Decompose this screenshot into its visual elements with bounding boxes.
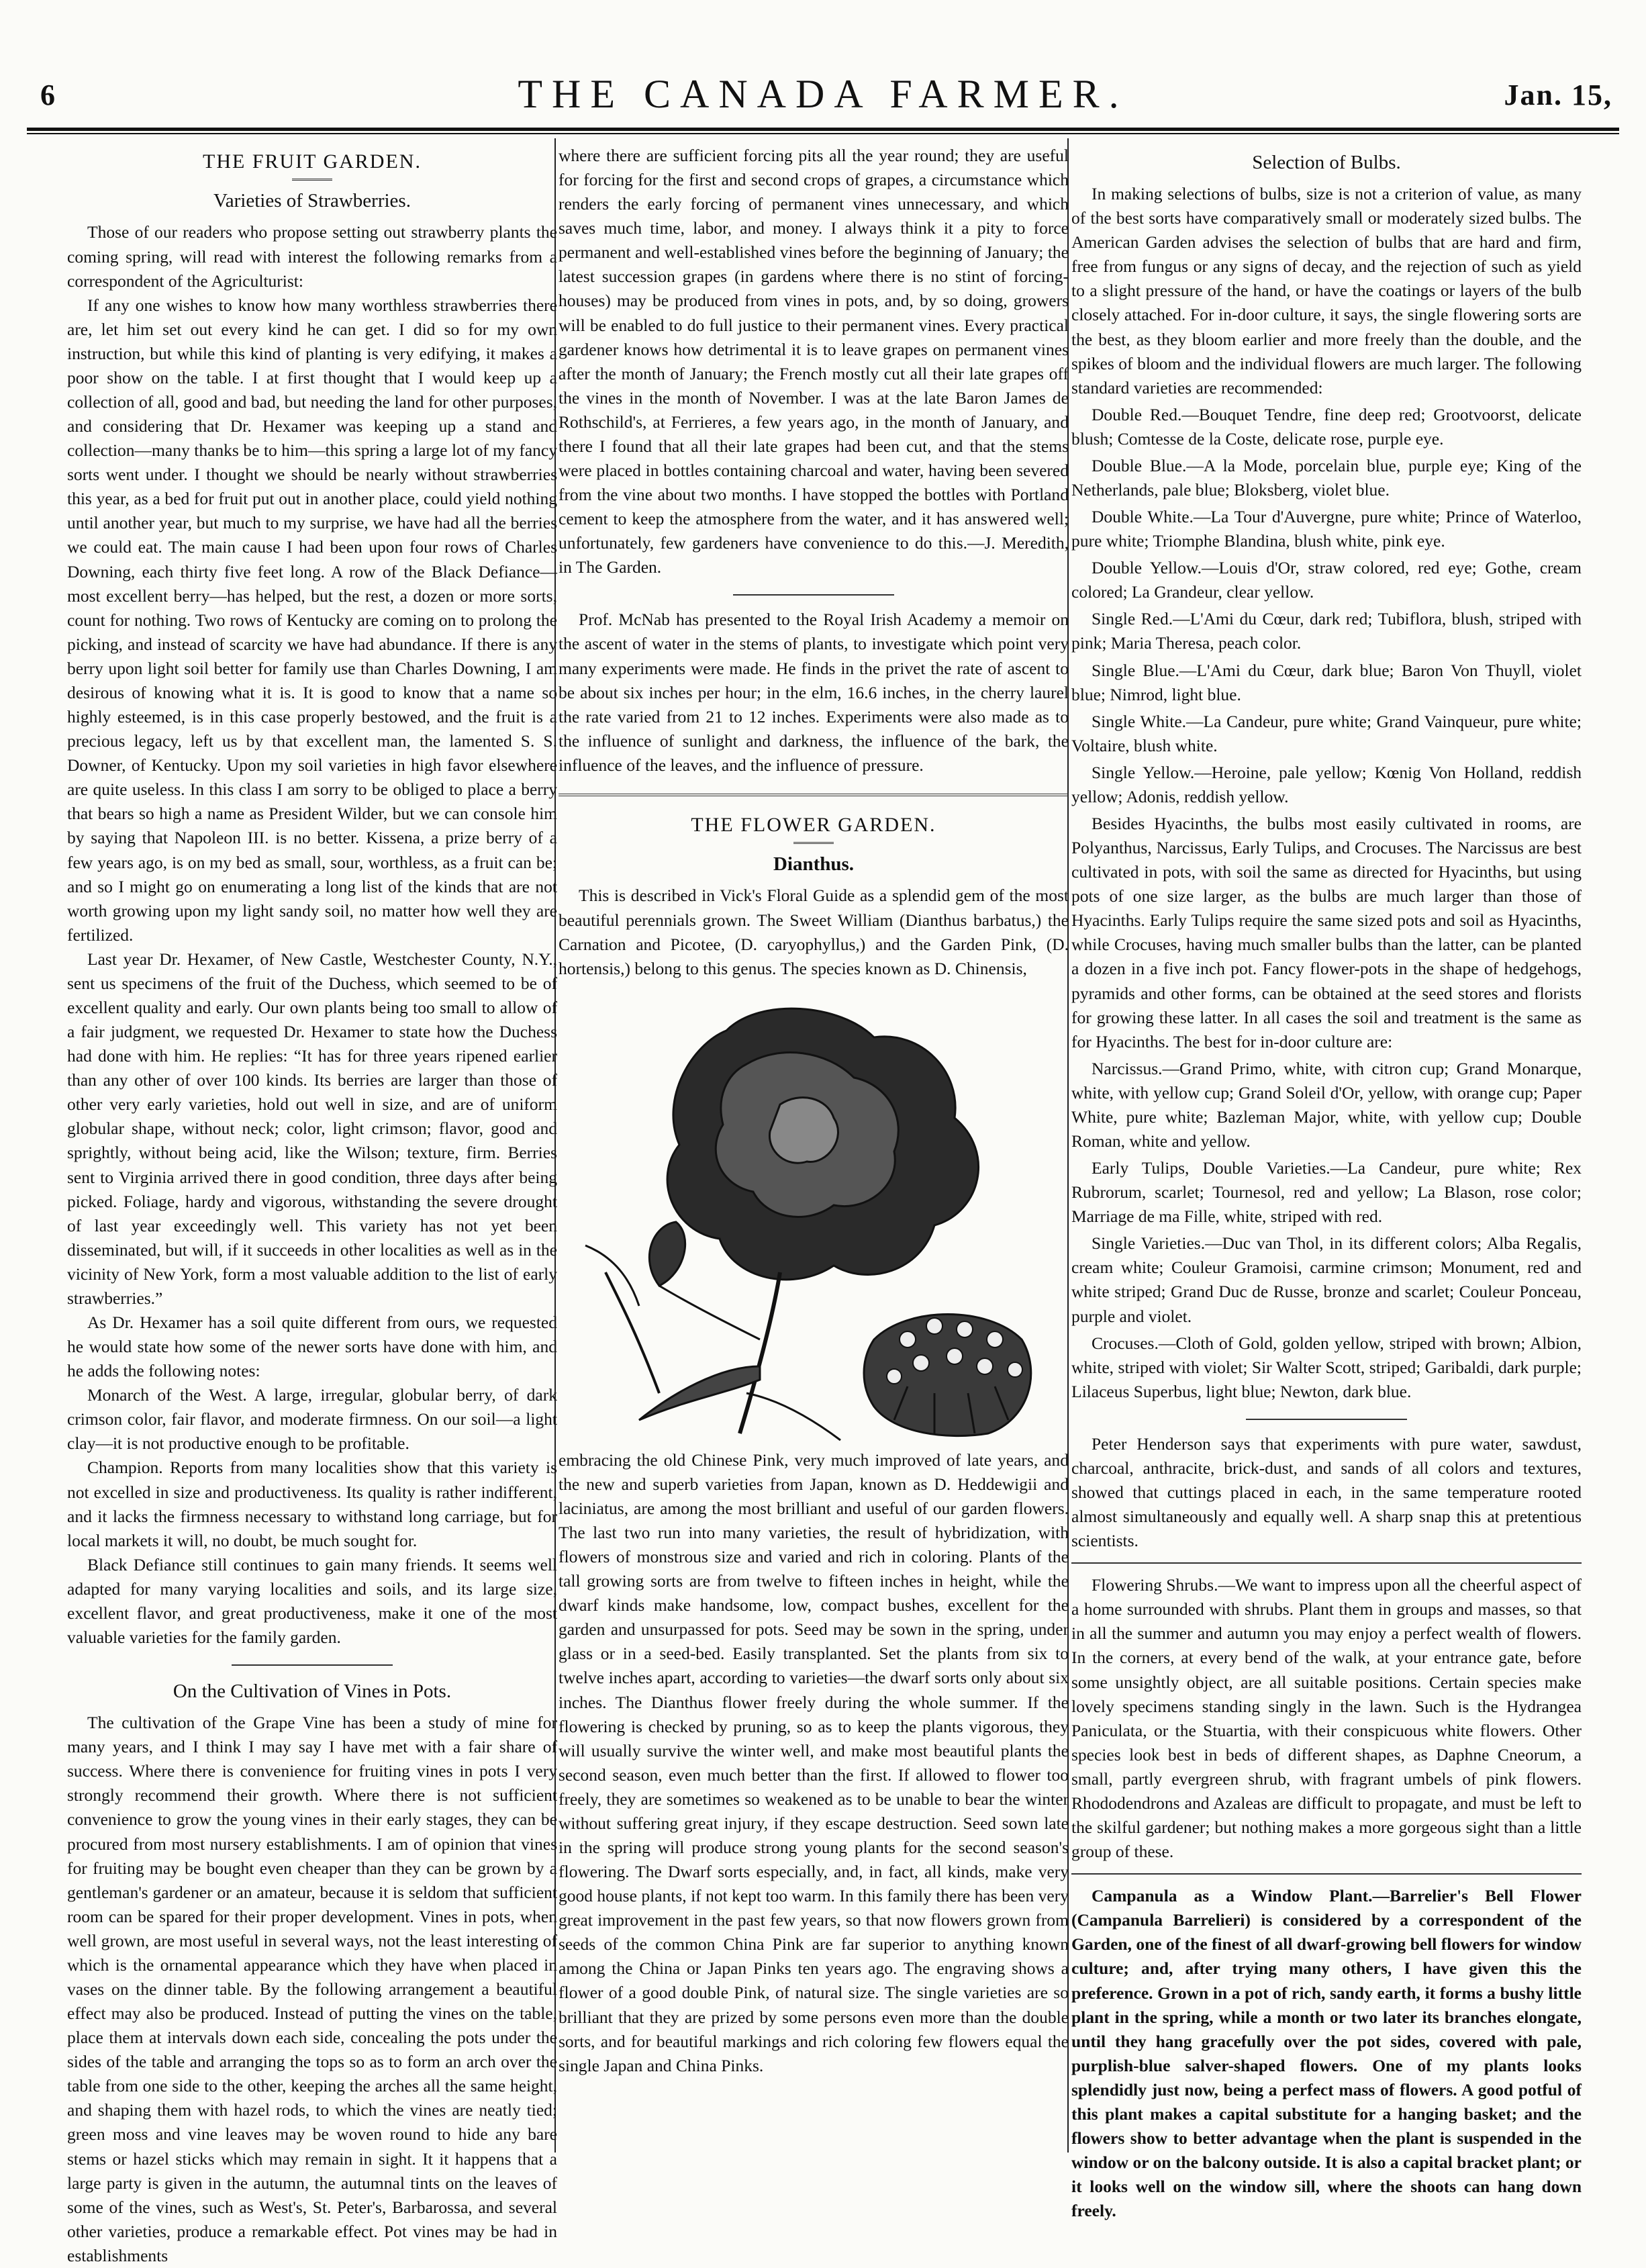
variety-list-item: Single White.—La Candeur, pure white; Grand Vainqueur, pure white; Voltaire, blush white. [1071,711,1582,755]
ornament-rule [793,842,834,844]
paragraph: Peter Henderson says that experiments with pure water, sawdust, charcoal, anthracite, brick-dust, and sands of all colors and textures, showed that cuttings placed in each, in the same temperature rooted almost simultaneously and equally well. A sharp snap this at pretentious scientists. [1071,1433,1582,1551]
variety-list-item: Crocuses.—Cloth of Gold, golden yellow, striped with brown; Albion, white, striped with violet; Sir Walter Scott, striped; Garibaldi, dark purple; Lilaceus Superbus, light blue; Newton, dark blue. [1071,1333,1582,1401]
variety-list-item: Double Yellow.—Louis d'Or, straw colored, red eye; Gothe, cream colored; La Grandeur, clear yellow. [1071,558,1582,602]
article-title-dianthus: Dianthus. [773,853,855,876]
dianthus-engraving [559,990,1069,1442]
separator-rule [733,594,894,596]
column-2 [559,144,1069,2151]
paragraph: Prof. McNab has presented to the Royal Irish Academy a memoir on the ascent of water in the stems of plants, to investigate which point very many experiments were made. He finds in the privet the rate of ascent to be about six inches per hour; in the elm, 16.6 inches, in the cherry laurel the rate varied from 21 to 12 inches. Experiments were also made as to the influence of sunlight and darkness, the influence of the bark, the influence of the leaves, and the influence of pressure. [559,610,1069,775]
section-divider [559,794,1069,796]
variety-list-item: Single Yellow.—Heroine, pale yellow; Kœnig Von Holland, reddish yellow; Adonis, reddish yellow. [1071,762,1582,806]
variety-list-item: Narcissus.—Grand Primo, white, with citron cup; Grand Monarque, white, with yellow cup; Grand Soleil d'Or, yellow, with orange cup; Paper White, pure white; Bazleman Major, white, with yellow cup; Double Roman, white and yellow. [1071,1058,1582,1151]
paragraph: Champion. Reports from many localities show that this variety is not excelled in size and productiveness. Its quality is rather indifferent, and it lacks the firmness necessary to withstand long carriage, but for local markets it will, no doubt, be much sought for. [67,1458,557,1550]
variety-list-item: Single Varieties.—Duc van Thol, in its different colors; Alba Regalis, cream white; Couleur Gramoisi, carmine crimson; Monument, red and white striped; Grand Duc de Russe, bronze and scarlet; Couleur Ponceau, purple and violet. [1071,1233,1582,1326]
masthead-rule [27,128,1619,134]
paragraph: Those of our readers who propose setting out strawberry plants the coming spring, will read with interest the following remarks from a correspondent of the Agriculturist: [67,222,557,291]
paragraph: Flowering Shrubs.—We want to impress upon all the cheerful aspect of a home surrounded with shrubs. Plant them in groups and masses, so that in all the summer and autumn you may enjoy a perfect wealth of flowers. In the corners, at every bend of the walk, at your entrance gate, before some unsightly object, are all suitable positions. Certain species make lovely specimens standing singly in the lawn. Such is the Hydrangea Paniculata, or the Stuartia, with their conspicuous white flowers. Other species look best in beds of different shapes, as Daphne Cneorum, a small, partly evergreen shrub, with fragrant umbels of pink flowers. Rhododendrons and Azaleas are difficult to propagate, and must be left to the skilful gardener; but nothing makes a more gorgeous sight than a little group of these. [1071,1575,1582,1862]
section-title-flower-garden: THE FLOWER GARDEN. [691,813,936,836]
paragraph: Campanula as a Window Plant.—Barrelier's Bell Flower (Campanula Barrelieri) is considered by a correspondent of the Garden, one of the finest of all dwarf-growing bell flowers for window culture; and, after trying many others, I have given this the preference. Grown in a pot of rich, sandy earth, it forms a bushy little plant in the spring, while a month or two later its branches elongate, until they hang gracefully over the pot sides, covered with pale, purplish-blue salver-shaped flowers. One of my plants looks splendidly just now, being a perfect mass of flowers. A good potful of this plant makes a capital substitute for a hanging basket; and the flowers show to better advantage when the plant is suspended in the window or on the balcony outside. It is also a capital bracket plant; or it looks well on the window sill, where the shoots can hang down freely. [1071,1886,1582,2221]
separator-rule [232,1664,393,1666]
paragraph: embracing the old Chinese Pink, very much improved of late years, and the new and superb varieties from Japan, known as D. Heddewigii and laciniatus, are among the most brilliant and useful of our garden flowers. The last two run into many varieties, the result of hybridization, with flowers of monstrous size and varied and rich in coloring. Plants of the tall growing sorts are from twelve to fifteen inches in height, while the dwarf kinds make handsome, low, compact bushes, excellent for the garden and unsurpassed for pots. Seed may be sown in the spring, under glass or in a seed-bed. Easily transplanted. Set the plants from six to twelve inches apart, according to varieties—the dwarf sorts only about six inches. The Dianthus flower freely during the whole summer. If the flowering is checked by pruning, so as to keep the plants vigorous, they will usually survive the winter well, and make most beautiful plants the second season, even much better than the first. If allowed to flower too freely, they are sometimes so weakened as to be unable to bear the winter without suffering great injury, if they escape destruction. Seed sown late in the spring will produce strong young plants for the second season's flowering. The Dwarf sorts especially, and, in fact, all kinds, make very good house plants, if not kept too warm. In this family there has been very great improvement in the past few years, so that now flowers grown from seeds of the common China Pink are far superior to anything known among the China or Japan Pinks ten years ago. The engraving shows a flower of a good double Pink, of natural size. The single varieties are so brilliant that they are prized by some persons even more than the double sorts, and for beautiful markings and rich coloring few flowers equal the single Japan and China Pinks. [559,1450,1069,2075]
article-title-bulbs: Selection of Bulbs. [1252,152,1401,173]
variety-list-item: Single Blue.—L'Ami du Cœur, dark blue; Baron Von Thuyll, violet blue; Nimrod, light blue. [1071,660,1582,704]
masthead [27,64,1619,126]
paragraph: Besides Hyacinths, the bulbs most easily cultivated in rooms, are Polyanthus, Narcissus, Early Tulips, and Crocuses. The Narcissus are best cultivated in pots, with soil the same as directed for Hyacinths, but using pots of one size larger, as the bulbs are much larger than those of Hyacinths. Early Tulips require the same sized pots and soil as Hyacinths, while Crocuses, having much smaller bulbs than the latter, can be planted a dozen in a five inch pot. Fancy flower-pots in the shape of hedgehogs, pyramids and other forms, can be obtained at the seed stores and florists for growing these latter. In all cases the soil and treatment is the same as for Hyacinths. The best for in-door culture are: [1071,813,1582,1051]
variety-list-item: Double Red.—Bouquet Tendre, fine deep red; Grootvoorst, delicate blush; Comtesse de la Coste, delicate rose, purple eye. [1071,404,1582,448]
section-title-fruit-garden: THE FRUIT GARDEN. [203,150,422,173]
paragraph-continuation: where there are sufficient forcing pits all the year round; they are useful for forcing for the first and second crops of grapes, a circumstance which renders the early forcing of permanent vines unnecessary, and which saves much time, labor, and money. I always think it a pity to force permanent and well-established vines before the beginning of January; the latest succession grapes (in gardens where there is no stint of forcing-houses) may be produced from vines in pots, and, by so doing, growers will be enabled to do full justice to their permanent vines. Every practical gardener knows how detrimental it is to leave grapes on permanent vines after the month of January; the French mostly cut all their late grapes off the vines in the month of November. I was at the late Baron James de Rothschild's, at Ferrieres, a few years ago, in the month of January, and there I found that all their late grapes had been cut, and that the stems were placed in bottles containing charcoal and water, having been severed from the vine about two months. I have stopped the bottles with Portland cement to keep the atmosphere from the water, and it has answered well; unfortunately, few gardeners have convenience to do this.—J. Meredith, in The Garden. [559,146,1069,577]
article-title-strawberries: Varieties of Strawberries. [213,190,411,212]
newspaper-title: THE CANADA FARMER. [518,72,1128,116]
paragraph: If any one wishes to know how many worthless strawberries there are, let him set out every kind he can get. I did so for my own instruction, but while this kind of planting is very edifying, it makes a poor show on the table. I at first thought that I would keep up a collection of all, good and bad, but needing the land for other purposes, and considering that Dr. Hexamer was keeping up a stand and collection—many thanks be to him—this spring a large lot of my fancy sorts went under. I thought we should be nearly without strawberries this year, as a bed for fruit put out in another place, could yield nothing until another year, but much to my surprise, we have had all the berries we could eat. The main cause I had been upon four rows of Charles Downing, each thirty five feet long. A row of the Black Defiance—most excellent berry—has helped, but the rest, a dozen or more sorts, count for nothing. Two rows of Kentucky are coming on to prolong the picking, and instead of scarcity we have had abundance. If there is any berry upon light soil better for family use than Charles Downing, I am desirous of knowing what it is. It is good to know that a name so highly esteemed, is in this case properly bestowed, and the fruit is a precious legacy, left us by that excellent man, the lamented S. S. Downer, of Kentucky. Upon my soil varieties in high favor elsewhere are quite useless. In this class I am sorry to be obliged to place a berry that bears so high a name as President Wilder, but we can console him by saying that Napoleon III. is no better. Kissena, a prize berry of a few years ago, is on my bed as small, sour, worthless, as a fruit can be; and so I might go on enumerating a long list of the kinds that are not worth growing upon my light sandy soil, no matter how well they are fertilized. [67,295,557,945]
variety-list-item: Double Blue.—A la Mode, porcelain blue, purple eye; King of the Netherlands, pale blue; Bloksberg, violet blue. [1071,455,1582,500]
article-title-vines: On the Cultivation of Vines in Pots. [173,1681,452,1703]
paragraph: Last year Dr. Hexamer, of New Castle, Westchester County, N.Y., sent us specimens of the fruit of the Duchess, which seemed to be of excellent quality and early. Our own plants being too small to allow of a fair judgment, we requested Dr. Hexamer to state how the Duchess had done with him. He replies: “It has for three years ripened earlier than any other of over 100 kinds. Its berries are larger than those of other very early varieties, hold out well in size, and are of uniform globular shape, without neck; color, light crimson; flavor, good and sprightly, without being acid, like the Wilson; texture, firm. Berries sent to Virginia arrived there in good condition, three days after being picked. Foliage, hardy and vigorous, withstanding the severe drought of last year exceedingly well. This variety has not yet been disseminated, but will, if it succeeds in other localities as well as in the vicinity of New York, form a most valuable addition to the list of early strawberries.” [67,949,557,1308]
separator-rule [1071,1562,1582,1564]
variety-list-item: Early Tulips, Double Varieties.—La Candeur, pure white; Rex Rubrorum, scarlet; Tournesol, red and yellow; La Blason, rose color; Marriage de ma Fille, white, striped with red. [1071,1158,1582,1227]
paragraph: In making selections of bulbs, size is not a criterion of value, as many of the best sorts have comparatively small or moderately sized bulbs. The American Garden advises the selection of bulbs that are hard and firm, free from fungus or any signs of decay, and the rejection of such as yield to a slight pressure of the hand, or have the coatings or layers of the bulb closely attached. For in-door culture, it says, the single flowering sorts are the best, as they bloom earlier and more freely than the double, and the spikes of bloom and the individual flowers are much larger. The following standard varieties are recommended: [1071,184,1582,397]
paragraph: Monarch of the West. A large, irregular, globular berry, of dark crimson color, fair flavor, and moderate firmness. On our soil—a light clay—it is not productive enough to be profitable. [67,1385,557,1454]
variety-list-item: Single Red.—L'Ami du Cœur, dark red; Tubiflora, blush, striped with pink; Maria Theresa, peach color. [1071,609,1582,653]
separator-rule [1071,1873,1582,1875]
column-3 [1071,144,1582,2221]
column-1 [67,144,557,2265]
paragraph: This is described in Vick's Floral Guide as a splendid gem of the most beautiful perennials grown. The Sweet William (Dianthus barbatus,) the Carnation and Picotee, (D. caryophyllus,) and the Garden Pink, (D. hortensis,) belong to this genus. The species known as D. Chinensis, [559,886,1069,978]
dianthus-illustration [559,990,1069,1442]
paragraph: Black Defiance still continues to gain many friends. It seems well adapted for many varying localities and soils, and its large size, excellent flavor, and great productiveness, make it one of the most valuable varieties for the family garden. [67,1554,557,1647]
paragraph: As Dr. Hexamer has a soil quite different from ours, we requested he would state how some of the newer sorts have done with him, and he adds the following notes: [67,1312,557,1381]
variety-list-item: Double White.—La Tour d'Auvergne, pure white; Prince of Waterloo, pure white; Triomphe Blandina, blush white, pink eye. [1071,507,1582,551]
separator-rule [1246,1419,1407,1420]
page-number: 6 [40,79,55,111]
paragraph: The cultivation of the Grape Vine has been a study of mine for many years, and I think I may say I have met with a fair share of success. Where there is convenience for fruiting vines in pots I very strongly recommend their growth. Where there is not sufficient convenience to grow the young vines in their early stages, they can be procured from most nursery establishments. I am of opinion that vines for fruiting may be bought even cheaper than they can be grown by a gentleman's gardener or an amateur, because it is seldom that sufficient room can be spared for their proper development. Vines in pots, when well grown, are most useful in several ways, not the least interesting of which is the ornamental appearance which they have when placed in vases on the dinner table. By the following arrangement a beautiful effect may also be produced. Instead of putting the vines on the table, place them at intervals down each side, concealing the pots under the sides of the table and arranging the tops so as to form an arch over the table from one side to the other, keeping the arches all the same height, and shaping them with hazel rods, to which the vines are neatly tied; green moss and vine leaves may be woven round to hide any bare stems or hazel sticks which may remain in sight. It it happens that a large party is given in the autumn, the autumnal tints on the leaves of some of the vines, such as West's, St. Peter's, Barbarossa, and several other varieties, produce a remarkable effect. Pot vines may be had in establishments [67,1713,557,2265]
ornament-rule [292,179,332,181]
issue-date: Jan. 15, [1504,79,1612,111]
